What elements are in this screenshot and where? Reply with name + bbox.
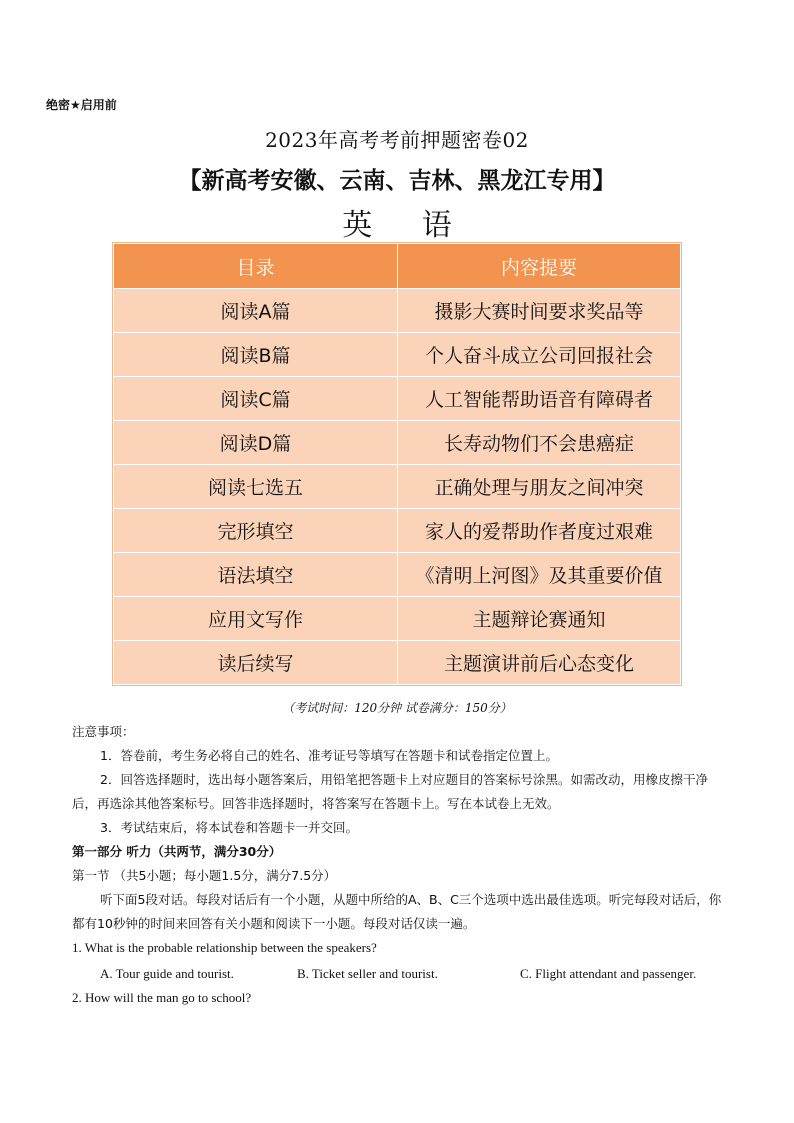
summary-cell: 个人奋斗成立公司回报社会 bbox=[398, 333, 681, 377]
question-1: 1. What is the probable relationship between the speakers? bbox=[72, 940, 377, 955]
section-cell: 阅读七选五 bbox=[114, 465, 398, 509]
summary-cell: 主题辩论赛通知 bbox=[398, 597, 681, 641]
table-header-contents: 目录 bbox=[114, 244, 398, 289]
section-cell: 应用文写作 bbox=[114, 597, 398, 641]
section-cell: 语法填空 bbox=[114, 553, 398, 597]
table-row bbox=[114, 509, 681, 553]
summary-cell: 主题演讲前后心态变化 bbox=[398, 641, 681, 685]
note-item: 3．考试结束后，将本试卷和答题卡一并交回。 bbox=[100, 820, 358, 835]
notes-title: 注意事项： bbox=[72, 724, 135, 739]
section-cell: 完形填空 bbox=[114, 509, 398, 553]
question-2: 2. How will the man go to school? bbox=[72, 990, 252, 1005]
summary-cell: 《清明上河图》及其重要价值 bbox=[398, 553, 681, 597]
summary-cell: 家人的爱帮助作者度过艰难 bbox=[398, 509, 681, 553]
question-1-option-b: B. Ticket seller and tourist. bbox=[297, 966, 438, 981]
summary-cell: 正确处理与朋友之间冲突 bbox=[398, 465, 681, 509]
exam-time-score-info: （考试时间：120分钟 试卷满分：150分） bbox=[282, 701, 512, 715]
section-cell: 阅读B篇 bbox=[114, 333, 398, 377]
table-row bbox=[114, 641, 681, 685]
confidential-label: 绝密★启用前 bbox=[46, 98, 117, 112]
summary-cell: 摄影大赛时间要求奖品等 bbox=[398, 289, 681, 333]
note-item: 2．回答选择题时，选出每小题答案后，用铅笔把答题卡上对应题目的答案标号涂黑。如需改动，用橡皮擦干净后，再选涂其他答案标号。回答非选择题时，将答案写在答题卡上。写在本试卷上无效。 bbox=[72, 772, 708, 811]
question-1-option-c: C. Flight attendant and passenger. bbox=[520, 966, 697, 981]
contents-table bbox=[113, 243, 681, 685]
exam-title: 2023年高考考前押题密卷02 bbox=[265, 128, 529, 152]
table-row bbox=[114, 333, 681, 377]
part-one-title: 第一部分 听力（共两节，满分30分） bbox=[72, 844, 282, 859]
summary-cell: 人工智能帮助语音有障碍者 bbox=[398, 377, 681, 421]
subject-title: 英 语 bbox=[342, 208, 472, 243]
summary-cell: 长寿动物们不会患癌症 bbox=[398, 421, 681, 465]
section-cell: 阅读A篇 bbox=[114, 289, 398, 333]
section-one-title: 第一节 （共5小题；每小题1.5分，满分7.5分） bbox=[72, 868, 337, 883]
table-row bbox=[114, 421, 681, 465]
section-cell: 阅读D篇 bbox=[114, 421, 398, 465]
table-row bbox=[114, 465, 681, 509]
question-1-option-a: A. Tour guide and tourist. bbox=[100, 966, 234, 981]
table-row bbox=[114, 597, 681, 641]
listening-instructions: 听下面5段对话。每段对话后有一个小题，从题中所给的A、B、C三个选项中选出最佳选项。听完每段对话后，你都有10秒钟的时间来回答有关小题和阅读下一小题。每段对话仅读一遍。 bbox=[72, 892, 722, 931]
section-cell: 阅读C篇 bbox=[114, 377, 398, 421]
table-header-summary: 内容提要 bbox=[398, 244, 681, 289]
table-row bbox=[114, 377, 681, 421]
table-header-row bbox=[114, 244, 681, 289]
note-item: 1．答卷前，考生务必将自己的姓名、准考证号等填写在答题卡和试卷指定位置上。 bbox=[100, 748, 558, 763]
exam-region-title: 【新高考安徽、云南、吉林、黑龙江专用】 bbox=[178, 167, 616, 194]
section-cell: 读后续写 bbox=[114, 641, 398, 685]
table-row bbox=[114, 289, 681, 333]
table-row bbox=[114, 553, 681, 597]
